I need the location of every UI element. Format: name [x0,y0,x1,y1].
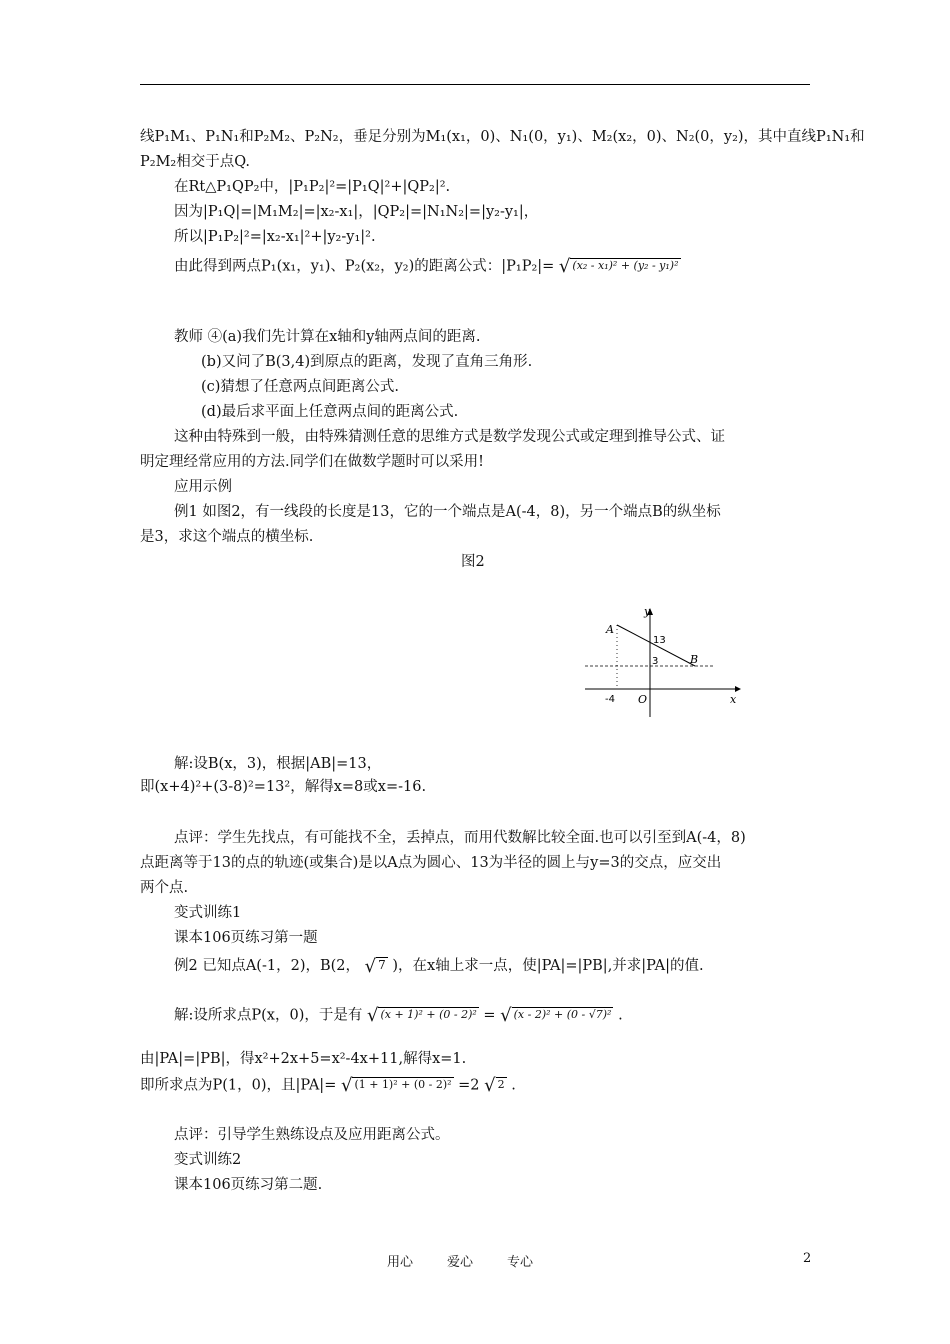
pa-value-root: √ (1 + 1)² + (0 - 2)² [340,1075,452,1096]
sqrt2: √ 2 [484,1075,505,1096]
label-length: 13 [653,635,666,646]
proof-line-3: 在Rt△P₁QP₂中，|P₁P₂|²=|P₁Q|²+|QP₂|². [174,179,451,195]
pb-distance-root: √ (x - 2)² + (0 - √7)² [500,1005,612,1026]
pa-distance-root: √ (x + 1)² + (0 - 2)² [366,1005,477,1026]
sqrt2-radicand: 2 [497,1078,505,1091]
solution2-line-3 [140,1075,516,1096]
solution1-line-2: 即(x+4)²+(3-8)²=13²，解得x=8或x=-16. [140,779,427,795]
label-a: A [606,623,614,636]
example2-line [174,955,704,977]
teacher-summary-1: 这种由特殊到一般，由特殊猜测任意的思维方式是数学发现公式或定理到推导公式、证 [174,429,725,445]
variant1-text: 课本106页练习第一题 [174,930,318,946]
equals-sign: = [483,1007,496,1024]
distance-formula: √ (x₂ - x₁)² + (y₂ - y₁)² [558,256,679,277]
comment1-line-1: 点评：学生先找点，有可能找不全，丢掉点，而用代数解比较全面.也可以引至到A(-4，8) [174,830,746,846]
teacher-step-d: (d)最后求平面上任意两点间的距离公式. [201,404,459,420]
example1-line-2: 是3，求这个端点的横坐标. [140,529,314,545]
teacher-summary-2: 明定理经常应用的方法.同学们在做数学题时可以采用! [140,454,484,470]
proof-line-2: P₂M₂相交于点Q. [140,154,251,170]
label-y: y [644,605,651,618]
variant2-text: 课本106页练习第二题. [174,1177,323,1193]
figure-caption: 图2 [461,554,485,570]
proof-line-5: 所以|P₁P₂|²=|x₂-x₁|²+|y₂-y₁|². [174,229,376,245]
page-number: 2 [803,1251,812,1266]
solution2-line-3-end: . [511,1077,516,1094]
comment1-line-3: 两个点. [140,880,189,896]
examples-heading: 应用示例 [174,479,232,495]
footer-aixin: 爱心 [447,1255,474,1270]
distance-formula-label: 由此得到两点P₁(x₁，y₁)、P₂(x₂，y₂)的距离公式：|P₁P₂|= [174,258,555,275]
label-x: x [730,693,737,706]
solution2-prefix: 解:设所求点P(x，0)，于是有 [174,1007,363,1024]
teacher-step-b: (b)又问了B(3,4)到原点的距离，发现了直角三角形. [201,354,533,370]
footer-zhuanxin: 专心 [507,1255,534,1270]
comment2: 点评：引导学生熟练设点及应用距离公式。 [174,1127,450,1143]
pa-value-eq: =2 [458,1077,480,1094]
label-y-value: 3 [652,656,659,667]
proof-line-4: 因为|P₁Q|=|M₁M₂|=|x₂-x₁|，|QP₂|=|N₁N₂|=|y₂-y₁|， [174,204,539,220]
header-rule [140,84,810,85]
solution2-line-3-prefix: 即所求点为P(1，0)，且|PA|= [140,1077,337,1094]
variant1-title: 变式训练1 [174,905,242,921]
sqrt7: √ 7 [364,956,386,977]
x-axis-arrow [735,686,741,692]
variant2-title: 变式训练2 [174,1152,242,1168]
solution2-period: . [618,1007,623,1024]
proof-line-6 [174,256,681,277]
pa-value-radicand: (1 + 1)² + (0 - 2)² [354,1078,452,1091]
sqrt7-radicand: 7 [378,958,386,972]
example2-suffix: )，在x轴上求一点，使|PA|=|PB|,并求|PA|的值. [392,958,704,974]
solution2-line-1 [174,1005,623,1026]
pa-distance-radicand: (x + 1)² + (0 - 2)² [380,1008,477,1021]
distance-formula-radicand: (x₂ - x₁)² + (y₂ - y₁)² [572,259,679,272]
figure-2-diagram [580,603,750,723]
solution1-line-1: 解:设B(x，3)，根据|AB|=13， [174,756,382,772]
label-x-value: -4 [605,694,615,705]
example2-prefix: 例2 已知点A(-1，2)，B(2， [174,958,361,974]
example1-line-1: 例1 如图2，有一线段的长度是13，它的一个端点是A(-4，8)，另一个端点B的纵坐标 [174,504,721,520]
pb-distance-radicand: (x - 2)² + (0 - √7)² [513,1008,612,1021]
comment1-line-2: 点距离等于13的点的轨迹(或集合)是以A点为圆心、13为半径的圆上与y=3的交点，应交出 [140,855,722,871]
footer-yongxin: 用心 [387,1255,414,1270]
solution2-line-2: 由|PA|=|PB|，得x²+2x+5=x²-4x+11,解得x=1. [140,1051,467,1067]
label-origin: O [638,693,648,706]
label-b: B [690,653,699,666]
teacher-step-a: 教师 ④(a)我们先计算在x轴和y轴两点间的距离. [174,329,481,345]
teacher-step-c: (c)猜想了任意两点间距离公式. [201,379,400,395]
proof-line-1: 线P₁M₁、P₁N₁和P₂M₂、P₂N₂，垂足分别为M₁(x₁，0)、N₁(0，y₁)、M₂(x₂，0)、N₂(0，y₂)，其中直线P₁N₁和 [140,129,865,145]
